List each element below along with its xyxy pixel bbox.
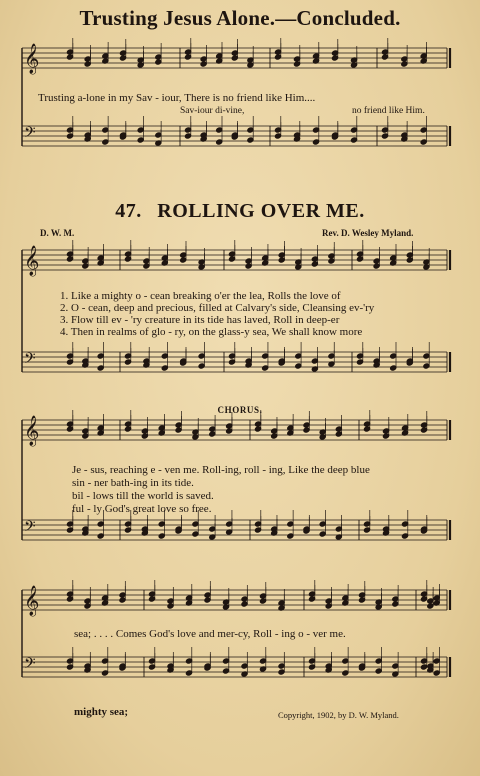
svg-text:𝄞: 𝄞 [24, 246, 40, 276]
note-heads [66, 38, 440, 677]
svg-text:𝄢: 𝄢 [24, 124, 36, 145]
chorus-line-3: bil - lows till the world is saved. [72, 490, 214, 502]
final-lyric-line-2: mighty sea; [74, 706, 129, 718]
chorus-line-2: sin - ner bath-ing in its tide. [72, 477, 194, 489]
verse-line-4: 4. Then in realms of glo - ry, on the glass-y sea, We shall know more [60, 326, 363, 338]
verse-line-3: 3. Flow till ev - 'ry creature in its tide has laved, Roll in deep-er [60, 314, 340, 326]
clef-and-time-glyphs [24, 43, 39, 676]
svg-text:𝄞: 𝄞 [24, 44, 40, 74]
hymn-title: ROLLING OVER ME. [157, 200, 365, 222]
svg-text:𝄢: 𝄢 [24, 655, 36, 676]
copyright-notice: Copyright, 1902, by D. W. Myland. [278, 710, 399, 720]
composer-credit: D. W. M. [40, 228, 75, 238]
chorus-line-1: Je - sus, reaching e - ven me. Roll-ing, roll - ing, Like the deep blue [72, 464, 370, 476]
hymn-number: 47. [115, 200, 142, 222]
svg-text:𝄢: 𝄢 [24, 350, 36, 371]
svg-text:𝄞: 𝄞 [24, 586, 40, 616]
top-lyric-line-2b: no friend like Him. [352, 106, 425, 116]
svg-text:𝄢: 𝄢 [24, 518, 36, 539]
chorus-label: CHORUS. [217, 405, 263, 415]
top-lyric-line-2a: Sav-iour di-vine, [180, 106, 245, 116]
continued-title: Trusting Jesus Alone.—Concluded. [79, 6, 401, 30]
chorus-line-4: ful - ly God's great love so free. [72, 503, 212, 515]
svg-text:𝄞: 𝄞 [24, 416, 40, 446]
verse-line-2: 2. O - cean, deep and precious, filled at Calvary's side, Cleansing ev-'ry [60, 302, 375, 314]
verse-line-1: 1. Like a mighty o - cean breaking o'er the lea, Rolls the love of [60, 290, 341, 302]
author-credit: Rev. D. Wesley Myland. [322, 228, 414, 238]
final-lyric-line-1: sea; . . . . Comes God's love and mer-cy, Roll - ing o - ver me. [74, 628, 346, 640]
top-lyric-line-1: Trusting a-lone in my Sav - iour, There is no friend like Him.... [38, 92, 316, 104]
